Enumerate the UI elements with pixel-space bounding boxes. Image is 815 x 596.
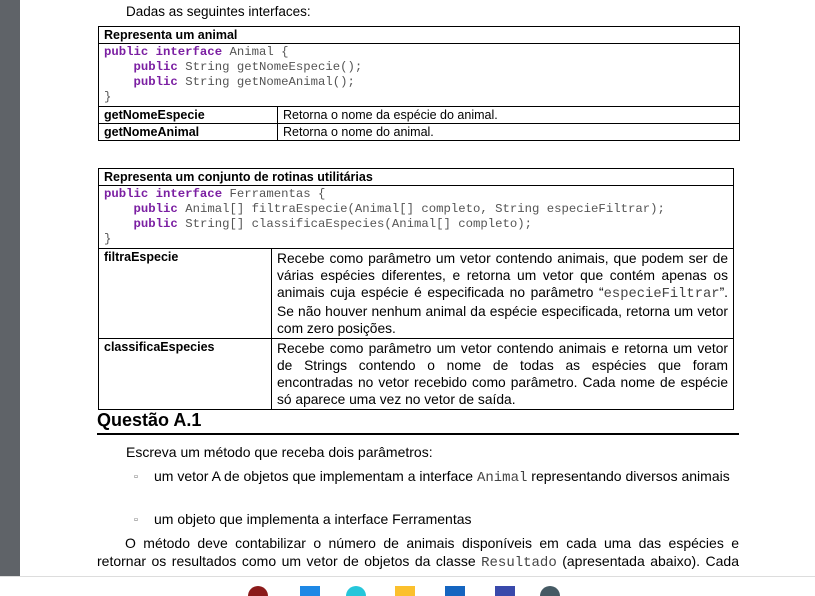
animal-interface-table [98,26,740,141]
left-gutter [0,0,20,590]
animal-code-cell [99,44,740,107]
method-name-getNomeAnimal: getNomeAnimal [99,124,278,141]
animal-table-header: Representa um animal [99,27,740,44]
animal-code-block: public interface Animal { public String getNomeEspecie(); public String getNomeAnimal(); } [104,45,363,104]
bullet-marker-1: ▫ [134,471,138,483]
bullet-marker-2: ▫ [134,514,138,526]
taskbar-app-icon-2[interactable] [300,586,320,596]
bullet-item-2: um objeto que implementa a interface Ferramentas [154,511,472,527]
document-page [20,0,815,590]
bullet-item-1: um vetor A de objetos que implementam a interface Animal representando diversos animais [154,468,730,486]
taskbar-app-icon-4[interactable] [395,586,415,596]
method-desc-getNomeEspecie: Retorna o nome da espécie do animal. [278,107,740,124]
method-name-filtraEspecie: filtraEspecie [99,249,272,339]
taskbar-app-icon-6[interactable] [495,586,515,596]
method-name-classificaEspecies: classificaEspecies [99,339,272,410]
tools-code-cell [99,186,734,249]
intro-text: Dadas as seguintes interfaces: [126,4,311,19]
question-lead: Escreva um método que receba dois parâmetros: [126,444,433,460]
method-desc-filtraEspecie: Recebe como parâmetro um vetor contendo animais, que podem ser de várias espécies diferentes, e retorna um vetor que contém apenas os animais cuja espécie é especificada no parâmetro “especieFiltrar”. Se não houver nenhum animal da espécie especificada, retorna um vetor com zero posições. [272,249,734,339]
tools-table-header: Representa um conjunto de rotinas utilitárias [99,169,734,186]
method-name-getNomeEspecie: getNomeEspecie [99,107,278,124]
question-title: Questão A.1 [97,410,739,435]
tools-interface-table [98,168,734,410]
method-desc-classificaEspecies: Recebe como parâmetro um vetor contendo animais e retorna um vetor de Strings contendo o nome de todas as espécies que foram encontradas no vetor recebido como parâmetro. Cada nome de espécie só aparece uma vez no vetor de saída. [272,339,734,410]
tools-code-block: public interface Ferramentas { public Animal[] filtraEspecie(Animal[] completo, String especieFiltrar); public String[] classificaEspecies(Animal[] completo); } [104,187,665,246]
taskbar-app-icon-5[interactable] [445,586,465,596]
method-desc-getNomeAnimal: Retorna o nome do animal. [278,124,740,141]
question-paragraph: O método deve contabilizar o número de animais disponíveis em cada uma das espécies e retornar os resultados como um vetor de objetos da classe Resultado (apresentada abaixo). Cada [97,535,739,571]
